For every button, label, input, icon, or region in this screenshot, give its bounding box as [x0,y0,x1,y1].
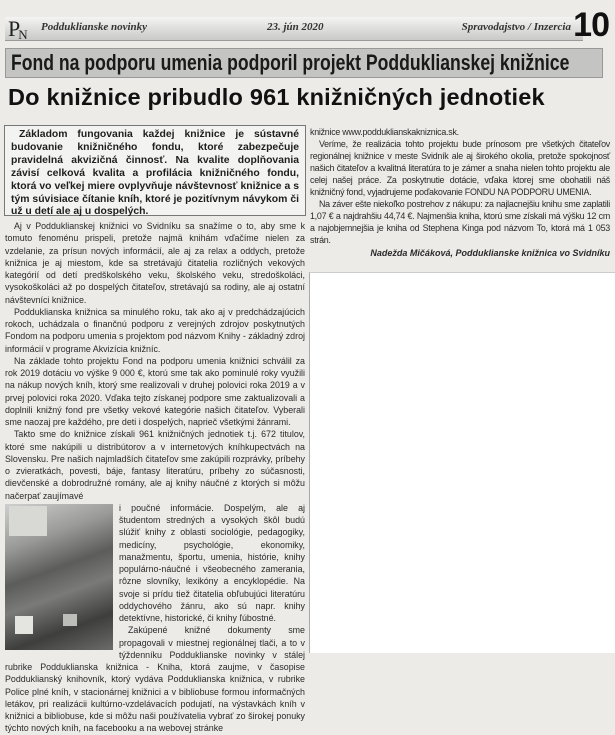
author-signature: Nadežda Mičáková, Podduklianske knižnica vo Svidníku [370,248,610,258]
paragraph: knižnice www.podduklianskakniznica.sk. [310,127,459,137]
paragraph: i poučné informácie. Dospelým, ale aj študentom stredných a vysokých škôl budú slúžiť knihy z oblasti sociológie, pedagogiky, medicíny, psychológie, ekonomiky, manažmentu, športu, umenia, histórie, knihy populárno-náučné i všeobecného zamerania, rôzne slovníky, lexikóny a encyklopédie. Na svoje si prídu tiež čitatelia obľubujúci literatúru oddychového žánru, ako sú napr. knihy detektívne, historické, či knihy ľúbostné. [119,502,305,623]
headline: Do knižnice pribudlo 961 knižničných jednotiek [8,84,545,110]
paragraph: Na základe tohto projektu Fond na podporu umenia knižnici schválil za rok 2019 dotáciu vo výške 9 000 €, ktorú sme tak ako pominulé roky využili na nákup nových kníh, ktorý sme realizovali v druhej polovici roka 2019 a v prvej polovici roka 2020. Vďaka tejto získanej podpore sme zaktualizovali a doplnili knižný fond pre všetky vekové kategórie našich čitateľov. Vyberali sme naozaj pre každého, pre deti i dospelých, naprieč všetkými žánrami. [5,355,305,427]
paragraph: Zakúpené knižné dokumenty sme propagovali v miestnej regionálnej tlači, a to v týždenníku Podduklianske novinky v stálej rubrike Podduklianska knižnica - Kniha, ktorá zaujme, v časopise Podduklianský knihovník, ktorý vydáva Podduklianska knižnica, v rubrike Police plné kníh, v stacionárnej knižnici a v bibliobuse formou informačných letákov, pri realizácii kultúrno-vzdelávacích podujatí, na výstavkách kníh v knižnici a bibliobuse, kde si môžu naši používatelia vybrať zo širokej ponuky týchto nových kníh, na facebooku a na webovej stránke [5,625,305,734]
newspaper-logo: PN [8,16,26,42]
right-column [310,126,610,259]
paragraph: Veríme, že realizácia tohto projektu bude prínosom pre všetkých čitateľov regionálnej knižnice v meste Svidník ale aj širokého okolia, pretože spokojnosť našich čitateľov a kvalitná literatúra to je zámer a snaha nielen tohto projektu ale celej našej práce. Za poskytnutie dotácie, vďaka ktorej sme obohatili náš knižničný fond, vyjadrujeme poďakovanie FONDU NA PODPORU UMENIA. [310,139,610,197]
kicker-bar [5,48,603,78]
page-header [5,17,583,41]
kicker: Fond na podporu umenia podporil projekt Podduklianskej knižnice [11,50,570,75]
issue-date: 23. jún 2020 [267,21,324,33]
left-column [5,220,305,735]
intro-box: Základom fungovania každej knižnice je sústavné budovanie knižničného fondu, ktoré zabezpečuje pravidelná akvizičná činnosť. Na kvalite doplňovania závisí celková kvalita a profilácia knižničného fondu, ktorá vo veľkej miere ovplyvňuje návštevnosť knižnice a s tým súvisiace čítanie kníh, ktoré je pozitívnym návykom či už u detí ale aj u dospelých. [4,125,306,216]
paper-name: Podduklianske novinky [41,21,148,33]
page-number: 10 [573,6,609,44]
section-name: Spravodajstvo / Inzercia [461,21,571,33]
paragraph: Aj v Podduklianskej knižnici vo Svidníku sa snažíme o to, aby sme k tomuto fenoménu prispeli, pretože najmä knihám vďačíme nielen za vzdelanie, za prísun nových informácií, ale aj za relax a oddych, pretože knižnica je aj miestom, kde sa stretávajú čitatelia rozličných vekových kategórií od detí predškolského veku, školského veku, stredoškoláci, vysokoškoláci až po dospelých čitateľov, stretávajú sa rodiny, ale aj ostatní návštevníci knižnice. [5,221,305,305]
paragraph: Takto sme do knižnice získali 961 knižničných jednotiek t.j. 672 titulov, ktoré sme nakúpili u distribútorov a v internetových kníhkupectvách na Slovensku. Pre našich najmladších čitateľov sme zakúpili rozprávky, príbehy o zvieratkách, povesti, báje, fantasy literatúru, príbehy zo súčasnosti, dievčenské a dobrodružné romány, ale aj knihy náučné z ktorých si môžu načerpať zaujímavé [5,429,305,501]
paragraph: Na záver ešte niekoľko postrehov z nákupu: za najlacnejšiu knihu sme zaplatili 1,07 € a najdrahšiu 44,74 €. Najmenšia kniha, ktorú sme získali má výšku 12 cm a najobjemnejšia je kniha od Stephena Kinga pod názvom To, ktorá má 1 053 strán. [310,199,610,245]
bookstack-photo [5,504,113,650]
paragraph: Podduklianska knižnica sa minulého roku, tak ako aj v predchádzajúcich rokoch, uchádzala o finančnú podporu z verejných zdrojov poskytnutých Fondom na podporu umenia s projektom pod názvom Knihy - základný zdroj informácií v programe Akvizícia knižníc. [5,306,305,354]
empty-ad-space [309,272,615,653]
